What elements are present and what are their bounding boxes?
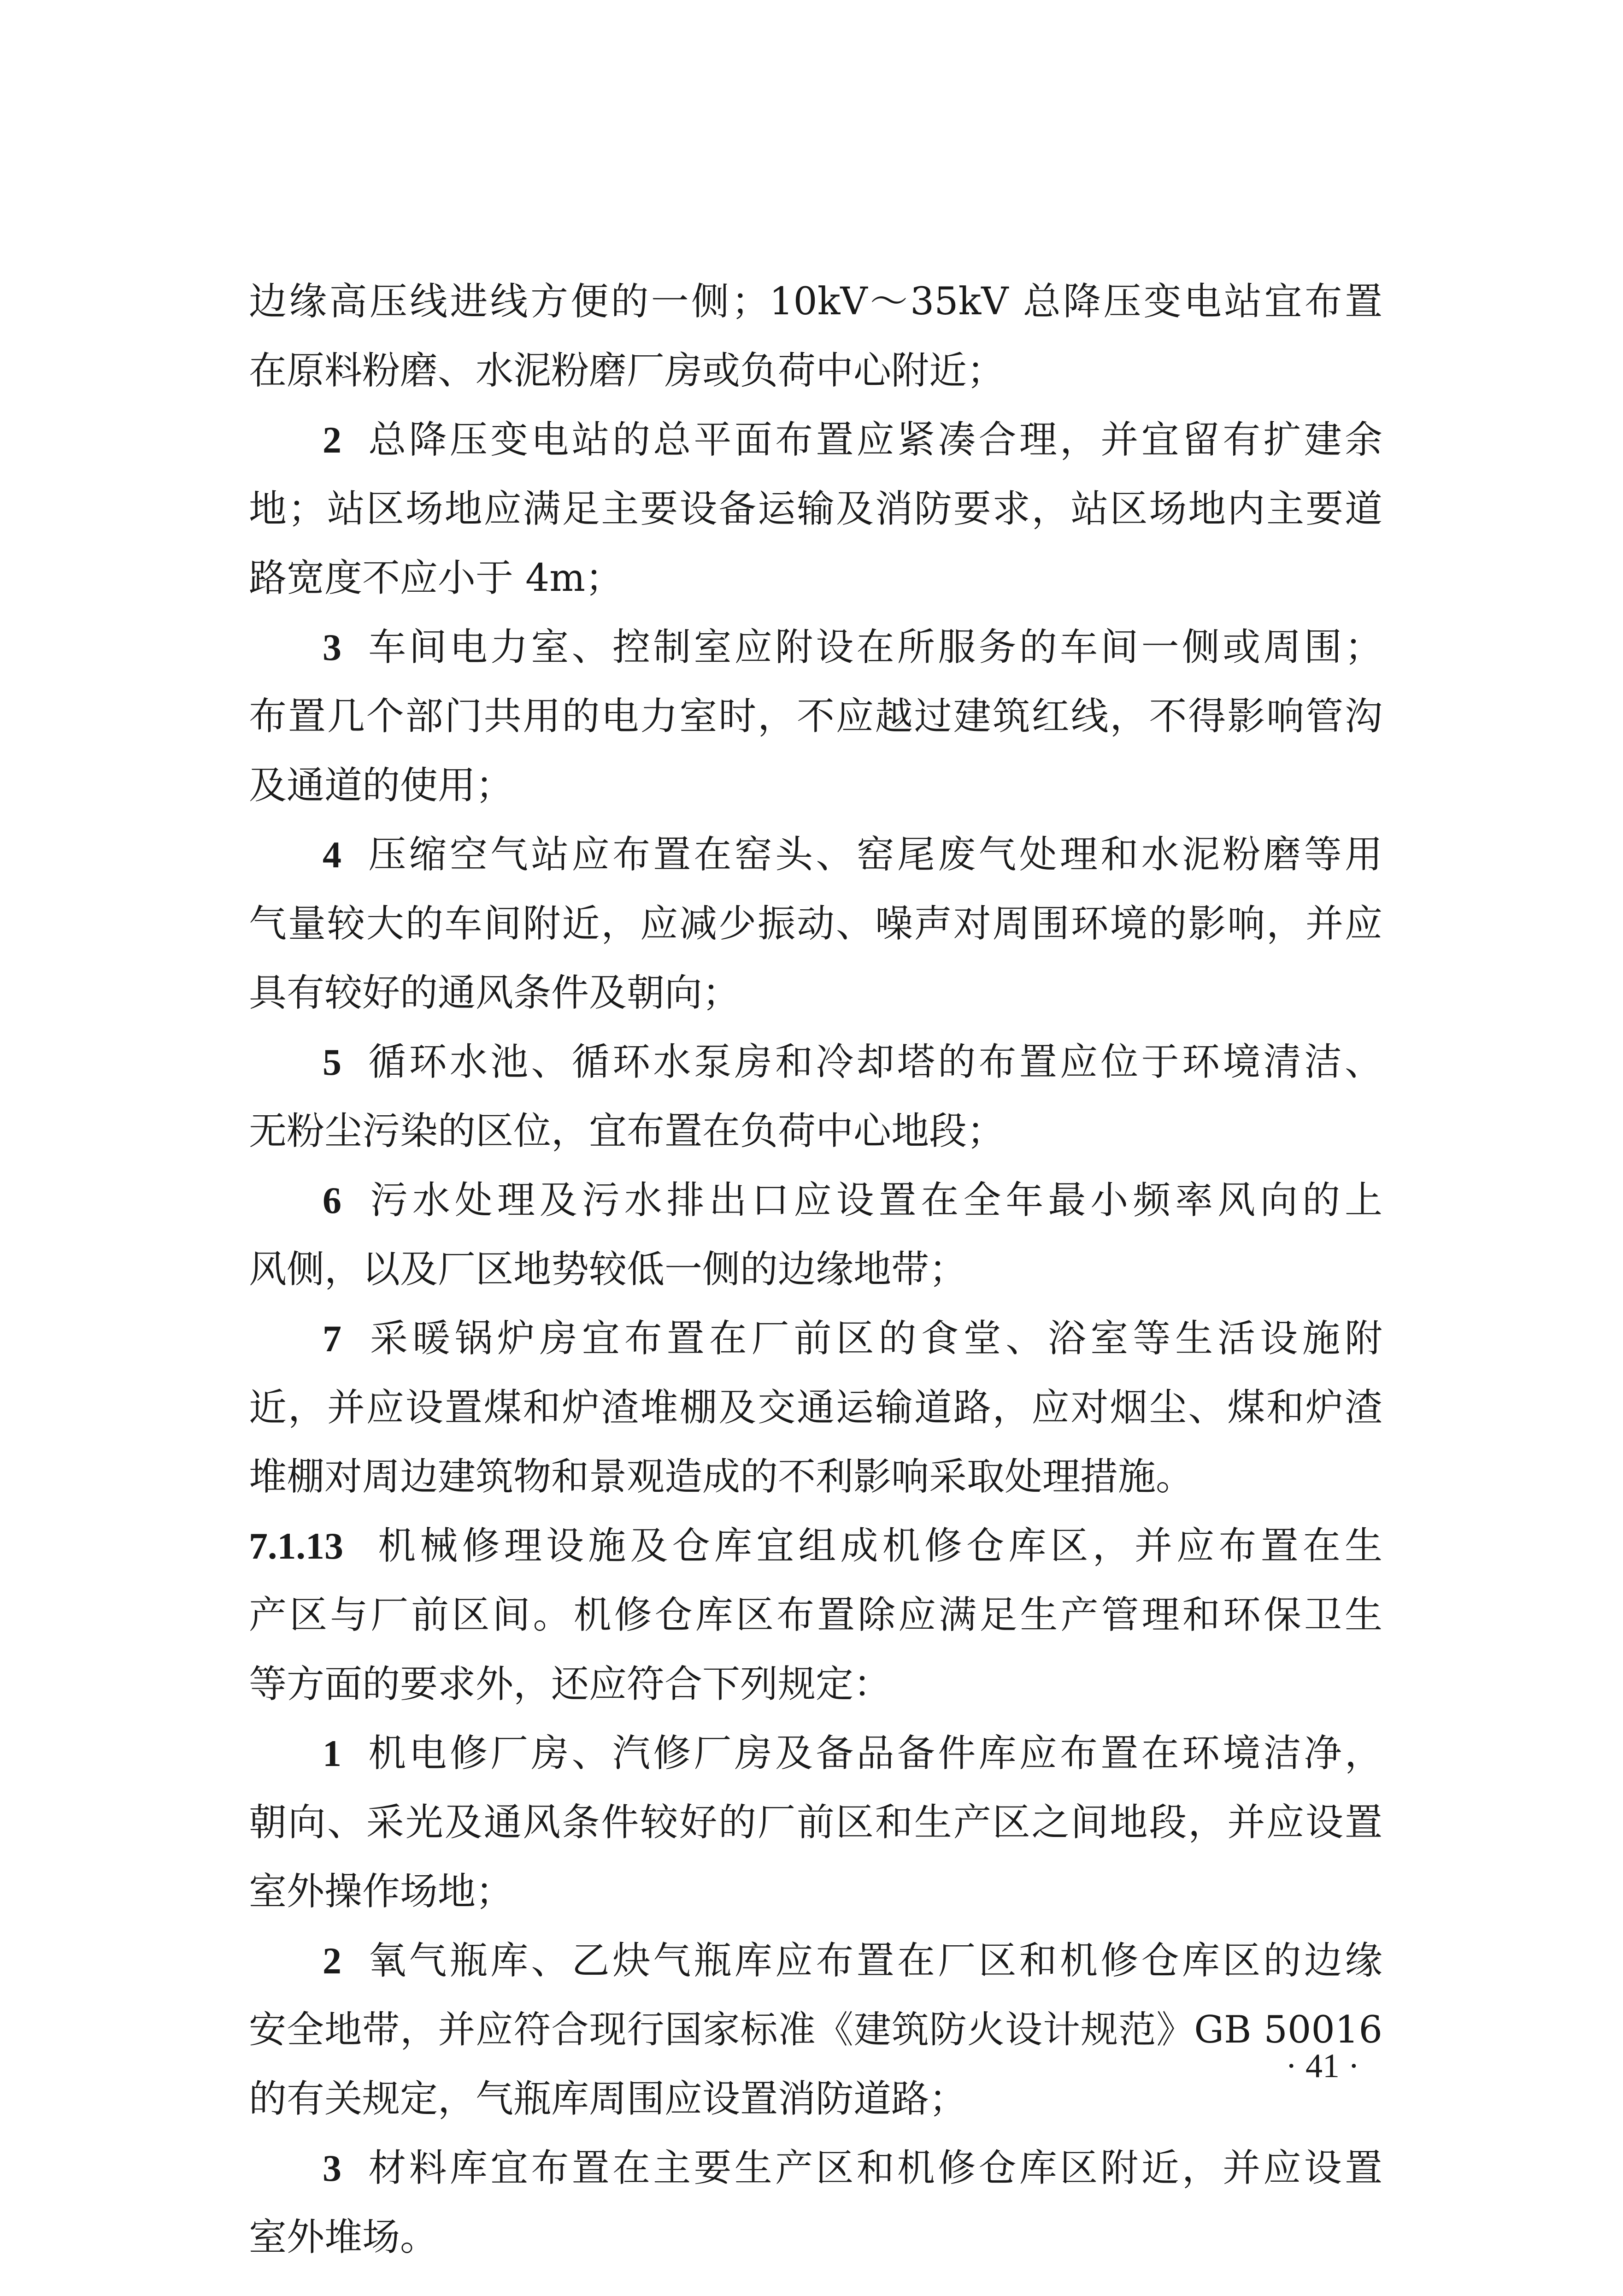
line-text: 及通道的使用； bbox=[249, 764, 514, 807]
line-text: 堆棚对周边建筑物和景观造成的不利影响采取处理措施。 bbox=[249, 1455, 1194, 1499]
line-text: 机械修理设施及仓库宜组成机修仓库区，并应布置在生 bbox=[374, 1524, 1382, 1568]
line-text: 总降压变电站的总平面布置应紧凑合理，并宜留有扩建余 bbox=[365, 418, 1382, 462]
text-line bbox=[249, 1373, 1382, 1442]
text-line bbox=[249, 1581, 1382, 1650]
line-text: 等方面的要求外，还应符合下列规定： bbox=[249, 1662, 892, 1706]
line-text: 氧气瓶库、乙炔气瓶库应布置在厂区和机修仓库区的边缘 bbox=[365, 1939, 1382, 1983]
line-text: 采暖锅炉房宜布置在厂前区的食堂、浴室等生活设施附 bbox=[365, 1317, 1382, 1360]
line-text: 材料库宜布置在主要生产区和机修仓库区附近，并应设置 bbox=[365, 2146, 1382, 2190]
line-text: 朝向、采光及通风条件较好的厂前区和生产区之间地段，并应设置 bbox=[249, 1801, 1382, 1844]
line-text: 地；站区场地应满足主要设备运输及消防要求，站区场地内主要道 bbox=[249, 487, 1382, 531]
text-line bbox=[249, 1097, 1382, 1166]
text-line bbox=[249, 889, 1382, 959]
item-number: 2 bbox=[323, 419, 341, 461]
text-line bbox=[249, 959, 1382, 1028]
item-number: 2 bbox=[323, 1940, 341, 1982]
line-text: 安全地带，并应符合现行国家标准《建筑防火设计规范》GB 50016 bbox=[249, 2008, 1382, 2052]
item-number: 1 bbox=[323, 1732, 341, 1774]
list-item-5-first-line bbox=[323, 1028, 1382, 1097]
line-text: 在原料粉磨、水泥粉磨厂房或负荷中心附近； bbox=[249, 349, 1005, 393]
sub-item-3-first-line bbox=[323, 2134, 1382, 2203]
text-line bbox=[249, 1788, 1382, 1857]
line-text: 室外堆场。 bbox=[249, 2215, 438, 2259]
clause-7-1-13-first-line bbox=[249, 1512, 1382, 1581]
line-text: 布置几个部门共用的电力室时，不应越过建筑红线，不得影响管沟 bbox=[249, 695, 1382, 738]
list-item-4-first-line bbox=[323, 820, 1382, 889]
section-number: 7.1.13 bbox=[249, 1525, 343, 1567]
text-line bbox=[249, 336, 1382, 406]
list-item-2-first-line bbox=[323, 406, 1382, 475]
line-text: 压缩空气站应布置在窑头、窑尾废气处理和水泥粉磨等用 bbox=[365, 833, 1382, 877]
text-line bbox=[249, 1650, 1382, 1719]
text-line bbox=[249, 1235, 1382, 1304]
list-item-6-first-line bbox=[323, 1166, 1382, 1235]
line-text: 边缘高压线进线方便的一侧；10kV～35kV 总降压变电站宜布置 bbox=[249, 280, 1382, 324]
list-item-7-first-line bbox=[323, 1304, 1382, 1373]
text-line bbox=[249, 2065, 1382, 2134]
sub-item-2-first-line bbox=[323, 1926, 1382, 1996]
line-text: 污水处理及污水排出口应设置在全年最小频率风向的上 bbox=[365, 1178, 1382, 1222]
item-number: 5 bbox=[323, 1041, 341, 1083]
sub-item-1-first-line bbox=[323, 1719, 1382, 1788]
text-line bbox=[249, 682, 1382, 751]
text-line bbox=[249, 1996, 1382, 2065]
text-line bbox=[249, 2203, 1382, 2272]
line-text: 室外操作场地； bbox=[249, 1870, 514, 1913]
line-text: 风侧，以及厂区地势较低一侧的边缘地带； bbox=[249, 1248, 967, 1291]
line-text: 车间电力室、控制室应附设在所服务的车间一侧或周围； bbox=[365, 625, 1382, 669]
item-number: 6 bbox=[323, 1179, 341, 1221]
line-text: 机电修厂房、汽修厂房及备品备件库应布置在环境洁净， bbox=[365, 1731, 1382, 1775]
line-text: 循环水池、循环水泵房和冷却塔的布置应位于环境清洁、 bbox=[365, 1040, 1382, 1084]
line-text: 具有较好的通风条件及朝向； bbox=[249, 971, 741, 1015]
list-item-3-first-line bbox=[323, 613, 1382, 682]
line-text: 无粉尘污染的区位，宜布置在负荷中心地段； bbox=[249, 1109, 1005, 1153]
line-text: 路宽度不应小于 4m； bbox=[249, 556, 623, 600]
item-number: 7 bbox=[323, 1318, 341, 1360]
item-number: 3 bbox=[323, 626, 341, 668]
line-text: 的有关规定，气瓶库周围应设置消防道路； bbox=[249, 2077, 967, 2121]
line-text: 气量较大的车间附近，应减少振动、噪声对周围环境的影响，并应 bbox=[249, 902, 1382, 946]
text-line bbox=[249, 751, 1382, 820]
item-number: 4 bbox=[323, 834, 341, 876]
line-text: 产区与厂前区间。机修仓库区布置除应满足生产管理和环保卫生 bbox=[249, 1593, 1382, 1637]
text-line bbox=[249, 475, 1382, 544]
page-number: · 41 · bbox=[1285, 2047, 1360, 2085]
text-line bbox=[249, 544, 1382, 613]
line-text: 近，并应设置煤和炉渣堆棚及交通运输道路，应对烟尘、煤和炉渣 bbox=[249, 1386, 1382, 1430]
text-line bbox=[249, 267, 1382, 336]
text-line bbox=[249, 1857, 1382, 1926]
text-line bbox=[249, 1442, 1382, 1512]
item-number: 3 bbox=[323, 2147, 341, 2189]
